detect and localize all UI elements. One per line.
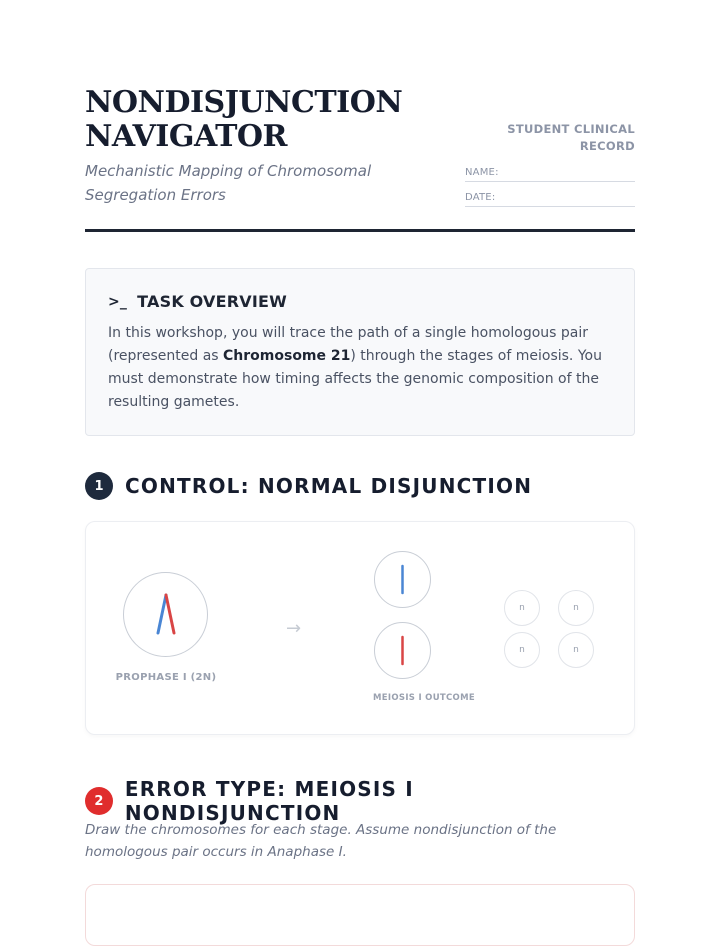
arrow-right-icon: → xyxy=(286,618,302,639)
prophase-cell xyxy=(123,572,208,657)
chromosome-blue-icon xyxy=(375,552,430,607)
task-overview-heading xyxy=(108,292,287,311)
task-text-part1: In this workshop, you will trace the path of a single homologous pair (represented as xyxy=(108,325,589,364)
prophase-label: PROPHASE I (2N) xyxy=(115,672,217,683)
gamete-4: n xyxy=(558,632,594,668)
section-2-title: ERROR TYPE: MEIOSIS I NONDISJUNCTION xyxy=(124,777,414,825)
header-divider xyxy=(85,229,635,232)
page-title: NONDISJUNCTION NAVIGATOR xyxy=(85,85,403,154)
terminal-prompt-icon: >_ xyxy=(108,293,128,310)
name-field[interactable] xyxy=(465,159,635,182)
task-overview-text xyxy=(108,322,612,414)
section-1-title: CONTROL: NORMAL DISJUNCTION xyxy=(125,474,533,498)
gamete-3: n xyxy=(504,632,540,668)
control-diagram-card xyxy=(85,521,635,735)
daughter-cell-1 xyxy=(374,551,431,608)
homologous-pair-icon xyxy=(124,573,207,656)
date-field[interactable] xyxy=(465,184,635,207)
task-overview-box xyxy=(85,268,635,436)
error-diagram-card xyxy=(85,884,635,946)
date-label: DATE: xyxy=(465,192,496,203)
worksheet-page xyxy=(85,0,635,932)
section-2-heading xyxy=(85,777,635,825)
gamete-2: n xyxy=(558,590,594,626)
record-title: STUDENT CLINICAL RECORD xyxy=(507,122,635,153)
daughter-cell-2 xyxy=(374,622,431,679)
gamete-1: n xyxy=(504,590,540,626)
meiosis-outcome-label: MEIOSIS I OUTCOME xyxy=(373,693,475,703)
section-1-heading xyxy=(85,472,532,500)
student-record xyxy=(465,121,635,207)
section-2-instructions: Draw the chromosomes for each stage. Assume nondisjunction of the homologous pair occurs in Anaphase I. xyxy=(85,822,557,860)
section-2-badge: 2 xyxy=(85,787,113,815)
section-1-badge: 1 xyxy=(85,472,113,500)
chromosome-red-icon xyxy=(375,623,430,678)
task-overview-title: TASK OVERVIEW xyxy=(137,292,288,311)
task-text-part2: ) through the stages of meiosis. You must demonstrate how timing affects the genomic composition of the resulting gametes. xyxy=(108,348,602,410)
name-label: NAME: xyxy=(465,167,499,178)
task-text-bold: Chromosome 21 xyxy=(223,348,351,364)
page-subtitle: Mechanistic Mapping of Chromosomal Segregation Errors xyxy=(85,162,372,204)
